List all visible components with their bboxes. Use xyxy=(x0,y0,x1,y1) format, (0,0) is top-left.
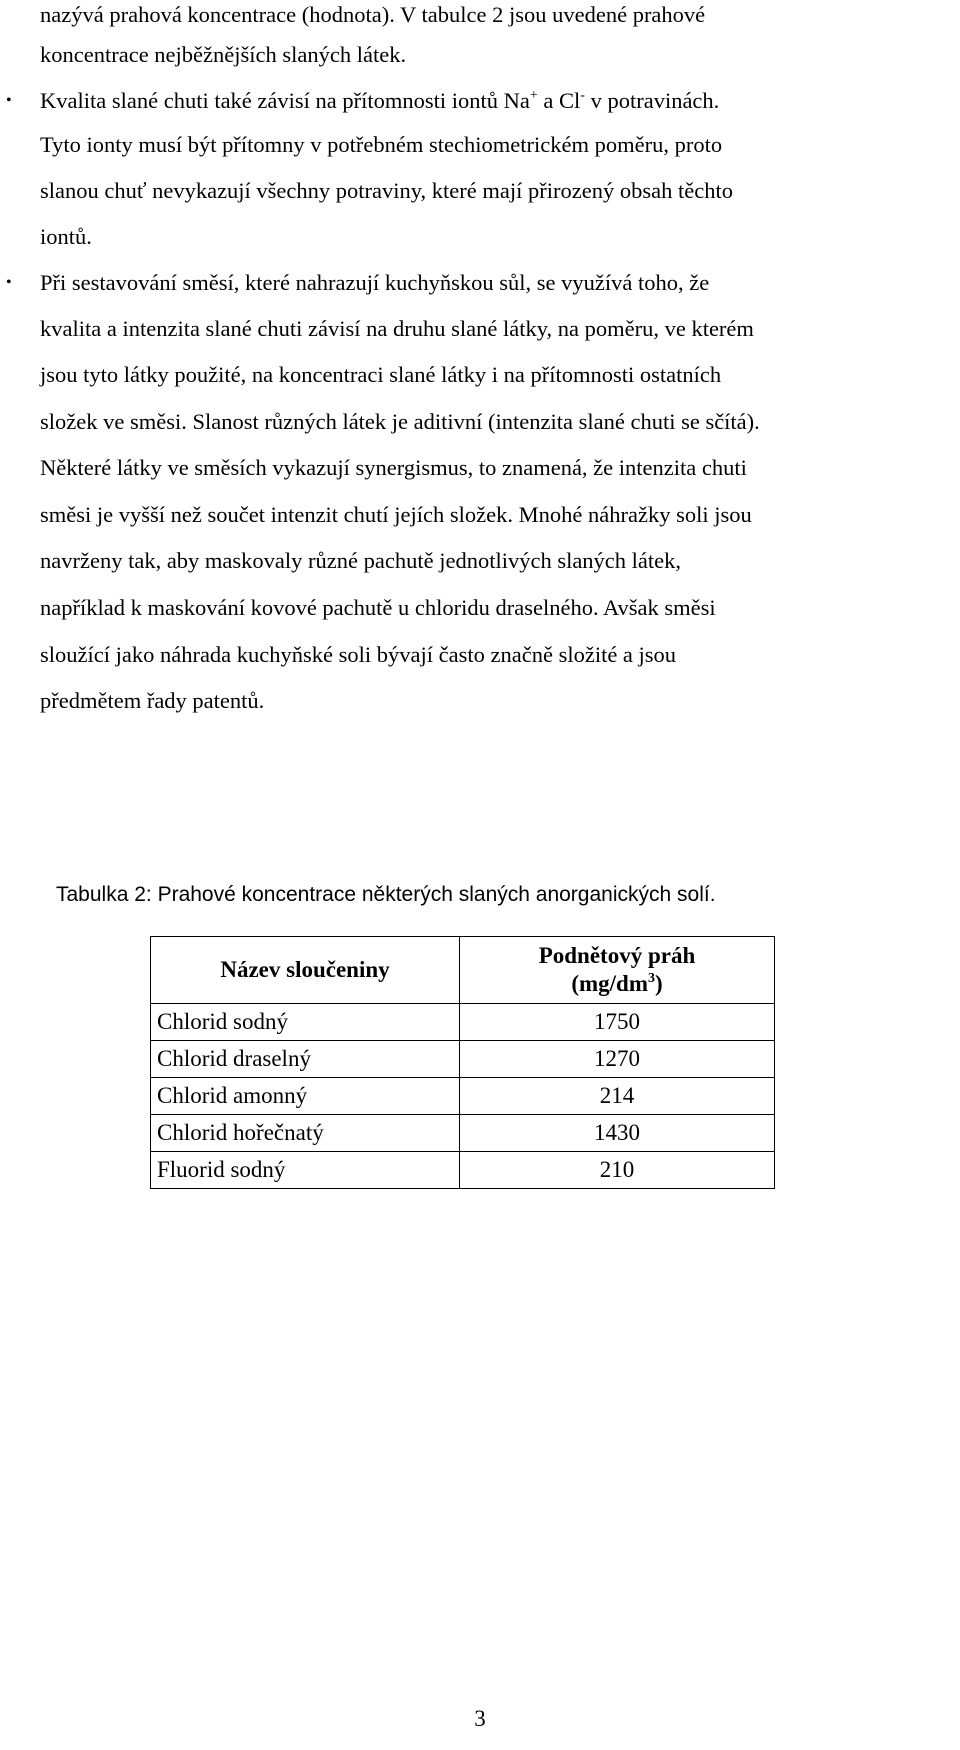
paragraph-line: nazývá prahová koncentrace (hodnota). V tabulce 2 jsou uvedené prahové xyxy=(40,2,706,27)
header-name: Název sloučeniny xyxy=(151,937,460,1004)
table-caption: Tabulka 2: Prahové koncentrace některých slaných anorganických solí. xyxy=(56,883,716,906)
bullet-line: Tyto ionty musí být přítomny v potřebném stechiometrickém poměru, proto xyxy=(40,132,723,157)
bullet-line: předmětem řady patentů. xyxy=(40,688,265,713)
cell-value: 1750 xyxy=(460,1004,775,1041)
header-value: Podnětový práh $(mg/dm^3)$ xyxy=(460,937,775,1004)
cell-name: Chlorid hořečnatý xyxy=(151,1115,460,1152)
table-row xyxy=(151,1115,775,1152)
cell-value: 1430 xyxy=(460,1115,775,1152)
bullet-icon: • xyxy=(6,92,12,109)
cell-name: Fluorid sodný xyxy=(151,1152,460,1189)
cell-value: 210 xyxy=(460,1152,775,1189)
table-row xyxy=(151,1004,775,1041)
table-row xyxy=(151,1152,775,1189)
page-number: 3 xyxy=(474,1706,486,1731)
bullet-line: Některé látky ve směsích vykazují synergismus, to znamená, že intenzita chuti xyxy=(40,455,747,480)
bullet-line: iontů. xyxy=(40,224,92,249)
bullet-line: navrženy tak, aby maskovaly různé pachutě jednotlivých slaných látek, xyxy=(40,548,682,573)
cell-name: Chlorid sodný xyxy=(151,1004,460,1041)
cell-name: Chlorid amonný xyxy=(151,1078,460,1115)
cell-name: Chlorid draselný xyxy=(151,1041,460,1078)
bullet-line: složek ve směsi. Slanost různých látek je aditivní (intenzita slané chuti se sčítá). xyxy=(40,409,760,434)
salts-table xyxy=(150,936,775,1189)
bullet-line: sloužící jako náhrada kuchyňské soli bývají často značně složité a jsou xyxy=(40,642,677,667)
table-row xyxy=(151,1041,775,1078)
bullet-line: kvalita a intenzita slané chuti závisí na druhu slané látky, na poměru, ve kterém xyxy=(40,316,754,341)
bullet-line: směsi je vyšší než součet intenzit chutí jejích složek. Mnohé náhražky soli jsou xyxy=(40,502,752,527)
bullet-line: Při sestavování směsí, které nahrazují kuchyňskou sůl, se využívá toho, že xyxy=(40,270,710,295)
cell-value: 214 xyxy=(460,1078,775,1115)
bullet-line: slanou chuť nevykazují všechny potraviny, které mají přirozený obsah těchto xyxy=(40,178,733,203)
bullet-icon: • xyxy=(6,274,12,291)
cell-value: 1270 xyxy=(460,1041,775,1078)
paragraph-line: koncentrace nejběžnějších slaných látek. xyxy=(40,42,407,67)
bullet-line: například k maskování kovové pachutě u chloridu draselného. Avšak směsi xyxy=(40,595,716,620)
table-header-row xyxy=(151,937,775,1004)
bullet-line: jsou tyto látky použité, na koncentraci slané látky i na přítomnosti ostatních xyxy=(40,362,722,387)
table-row xyxy=(151,1078,775,1115)
bullet-line: Kvalita slané chuti také závisí na přítomnosti iontů Na+ a Cl- v potravinách. xyxy=(40,88,720,113)
